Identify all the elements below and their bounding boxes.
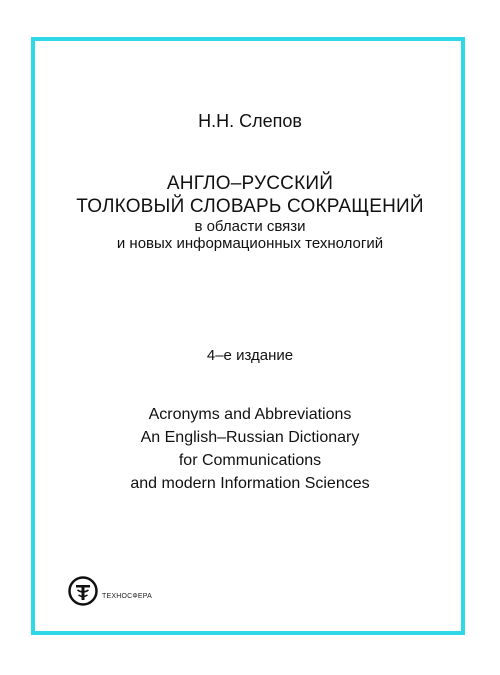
title-line: ТОЛКОВЫЙ СЛОВАРЬ СОКРАЩЕНИЙ [76,196,424,217]
author-name: Н.Н. Слепов [198,111,302,131]
subtitle-line: и новых информационных технологий [116,235,384,252]
subtitle-line: в области связи [194,218,306,235]
edition-label: 4–е издание [206,347,294,364]
english-title-line: Acronyms and Abbreviations [148,406,352,423]
title-line: АНГЛО–РУССКИЙ [166,173,334,194]
english-title-line: An English–Russian Dictionary [140,429,360,446]
technosphere-logo-icon [68,576,98,606]
english-title-line: and modern Information Sciences [130,475,370,492]
english-title-line: for Communications [178,452,322,469]
title-block [0,172,500,252]
english-title-block [0,403,500,495]
publisher-name: ТЕХНОСФЕРА [102,592,153,600]
publisher [68,576,152,606]
